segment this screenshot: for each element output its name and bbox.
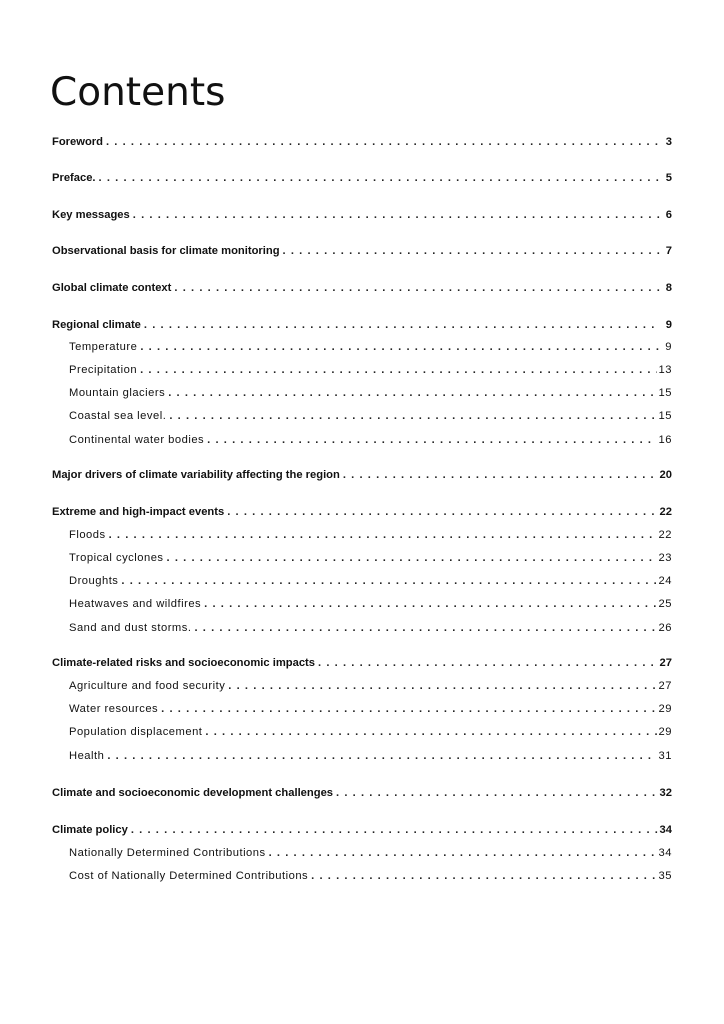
toc-entry-label: Temperature (69, 337, 140, 357)
toc-entry-label: Health (69, 746, 107, 766)
toc-entry-key-messages[interactable] (52, 205, 672, 225)
toc-entry-climate-related-risks[interactable] (52, 653, 672, 673)
toc-entry-label: Preface. (52, 168, 99, 188)
toc-entry-temperature[interactable] (52, 337, 672, 357)
toc-entry-ndc[interactable] (52, 843, 672, 863)
dot-leader (109, 525, 657, 545)
dot-leader (174, 278, 660, 298)
dot-leader (121, 571, 656, 591)
toc-entry-label: Regional climate (52, 315, 144, 335)
toc-entry-development-challenges[interactable] (52, 783, 672, 803)
toc-page-number: 22 (658, 502, 672, 522)
toc-entry-label: Global climate context (52, 278, 174, 298)
toc-entry-sand-dust-storms[interactable] (52, 618, 672, 638)
dot-leader (131, 820, 658, 840)
toc-entry-water-resources[interactable] (52, 699, 672, 719)
toc-entry-mountain-glaciers[interactable] (52, 383, 672, 403)
toc-entry-label: Droughts (69, 571, 121, 591)
dot-leader (107, 746, 656, 766)
toc-page-number: 27 (658, 653, 672, 673)
toc-entry-label: Agriculture and food security (69, 676, 228, 696)
toc-entry-label: Water resources (69, 699, 161, 719)
dot-leader (99, 168, 660, 188)
dot-leader (336, 783, 658, 803)
toc-page-number: 34 (658, 820, 672, 840)
toc-page-number: 15 (657, 383, 672, 403)
dot-leader (144, 315, 660, 335)
toc-entry-continental-water-bodies[interactable] (52, 430, 672, 450)
toc-page-number: 29 (657, 722, 672, 742)
toc-entry-global-climate-context[interactable] (52, 278, 672, 298)
toc-page-number: 3 (660, 132, 672, 152)
toc-entry-label: Climate policy (52, 820, 131, 840)
toc-page-number: 16 (657, 430, 672, 450)
toc-page-number: 22 (657, 525, 672, 545)
toc-entry-label: Nationally Determined Contributions (69, 843, 269, 863)
toc-page-number: 35 (657, 866, 672, 886)
dot-leader (133, 205, 660, 225)
toc-entry-observational-basis[interactable] (52, 241, 672, 261)
dot-leader (140, 337, 660, 357)
toc-entry-droughts[interactable] (52, 571, 672, 591)
toc-entry-label: Climate-related risks and socioeconomic impacts (52, 653, 318, 673)
toc-entry-label: Observational basis for climate monitoring (52, 241, 283, 261)
toc-page-number: 25 (657, 594, 672, 614)
toc-entry-label: Climate and socioeconomic development challenges (52, 783, 336, 803)
toc-entry-label: Continental water bodies (69, 430, 207, 450)
toc-entry-extreme-events[interactable] (52, 502, 672, 522)
toc-page-number: 26 (657, 618, 672, 638)
toc-page-number: 34 (657, 843, 672, 863)
toc-page-number: 5 (660, 168, 672, 188)
toc-page-number: 23 (657, 548, 672, 568)
toc-page-number: 9 (660, 315, 672, 335)
toc-entry-label: Precipitation (69, 360, 140, 380)
toc-page-number: 9 (660, 337, 672, 357)
toc-entry-preface[interactable] (52, 168, 672, 188)
dot-leader (269, 843, 657, 863)
toc-entry-agriculture-food-security[interactable] (52, 676, 672, 696)
toc-page-number: 31 (657, 746, 672, 766)
table-of-contents (52, 132, 672, 886)
toc-entry-label: Foreword (52, 132, 106, 152)
dot-leader (161, 699, 656, 719)
dot-leader (168, 383, 656, 403)
toc-page-number: 7 (660, 241, 672, 261)
dot-leader (169, 406, 656, 426)
dot-leader (227, 502, 657, 522)
toc-entry-label: Extreme and high-impact events (52, 502, 227, 522)
dot-leader (283, 241, 660, 261)
toc-entry-heatwaves-wildfires[interactable] (52, 594, 672, 614)
toc-entry-coastal-sea-level[interactable] (52, 406, 672, 426)
toc-entry-precipitation[interactable] (52, 360, 672, 380)
page-title: Contents (50, 70, 226, 115)
toc-page-number: 13 (657, 360, 672, 380)
toc-entry-regional-climate[interactable] (52, 315, 672, 335)
toc-entry-population-displacement[interactable] (52, 722, 672, 742)
toc-entry-label: Cost of Nationally Determined Contributions (69, 866, 311, 886)
toc-entry-foreword[interactable] (52, 132, 672, 152)
toc-page-number: 29 (657, 699, 672, 719)
toc-entry-floods[interactable] (52, 525, 672, 545)
toc-page-number: 15 (657, 406, 672, 426)
dot-leader (205, 722, 656, 742)
toc-page-number: 20 (658, 465, 672, 485)
toc-entry-cost-of-ndc[interactable] (52, 866, 672, 886)
toc-entry-climate-policy[interactable] (52, 820, 672, 840)
toc-page-number: 24 (657, 571, 672, 591)
toc-entry-label: Major drivers of climate variability affecting the region (52, 465, 343, 485)
dot-leader (194, 618, 656, 638)
toc-entry-health[interactable] (52, 746, 672, 766)
dot-leader (204, 594, 656, 614)
toc-page-number: 8 (660, 278, 672, 298)
toc-entry-label: Floods (69, 525, 109, 545)
toc-entry-label: Population displacement (69, 722, 205, 742)
dot-leader (167, 548, 657, 568)
toc-entry-tropical-cyclones[interactable] (52, 548, 672, 568)
dot-leader (140, 360, 656, 380)
dot-leader (343, 465, 658, 485)
dot-leader (207, 430, 656, 450)
dot-leader (228, 676, 656, 696)
toc-entry-label: Heatwaves and wildfires (69, 594, 204, 614)
toc-entry-label: Coastal sea level. (69, 406, 169, 426)
toc-entry-label: Key messages (52, 205, 133, 225)
toc-entry-major-drivers[interactable] (52, 465, 672, 485)
dot-leader (106, 132, 660, 152)
dot-leader (311, 866, 656, 886)
toc-entry-label: Tropical cyclones (69, 548, 167, 568)
toc-entry-label: Mountain glaciers (69, 383, 168, 403)
dot-leader (318, 653, 658, 673)
toc-page-number: 27 (657, 676, 672, 696)
toc-page-number: 6 (660, 205, 672, 225)
toc-page-number: 32 (658, 783, 672, 803)
toc-entry-label: Sand and dust storms. (69, 618, 194, 638)
